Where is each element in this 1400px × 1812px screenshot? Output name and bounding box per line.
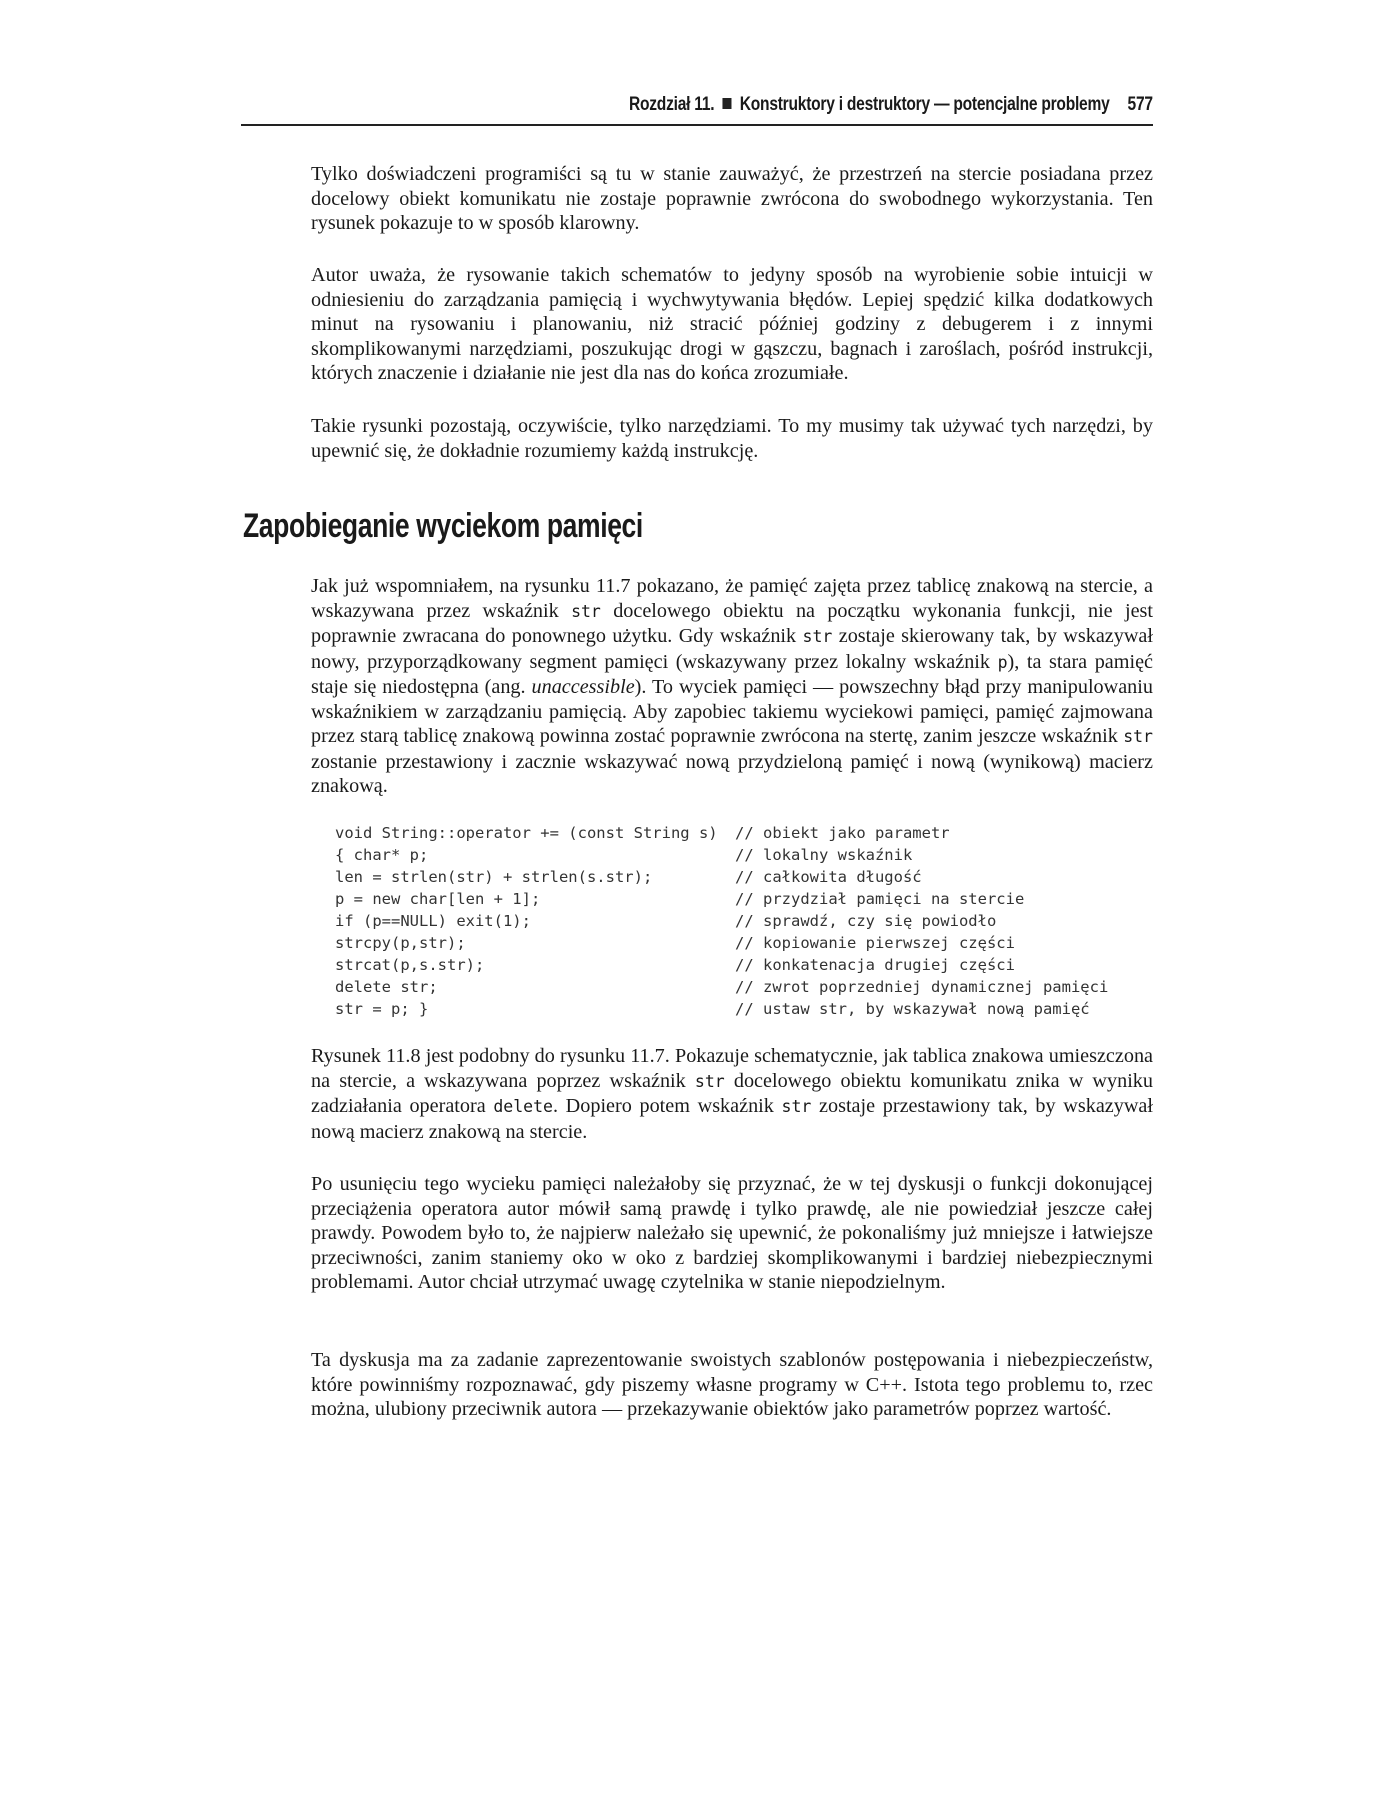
code-comment: // kopiowanie pierwszej części [735,934,1015,952]
code-line [335,954,1135,976]
text-run: ). To wyciek pamięci — powszechny błąd przy manipulowaniu wskaźnikiem w zarządzaniu pamięcią. Aby zapobiec takiemu wyciekowi pamięci, pamięć zajmowana przez starą tablicę znakową powinna zostać poprawnie zwrócona na stertę, zanim jeszcze wskaźnik [311,676,1153,747]
code-comment: // zwrot poprzedniej dynamicznej pamięci [735,978,1109,996]
text-run: docelowego obiektu na początku wykonania funkcji, nie jest poprawnie zwracana do ponownego użytku. Gdy wskaźnik [311,599,1153,647]
code-comment: // obiekt jako parametr [735,824,950,842]
text-run: ), ta stara pamięć staje się niedostępna (ang. [311,650,1153,698]
inline-code: str [694,1071,725,1091]
closing-paragraph-1-block [311,1172,1153,1295]
code-text: strcat(p,s.str); [335,956,485,974]
intro-paragraph-3-block [311,414,1153,463]
inline-code: str [781,1097,812,1116]
code-line [335,976,1135,998]
text-run: Jak już wspomniałem, na rysunku 11.7 pokazano, że pamięć zajęta przez tablicę znakową na stercie, a wskazywana przez wskaźnik [311,575,1153,622]
code-line [335,910,1135,932]
code-line [335,888,1135,910]
closing-paragraph: Po usunięciu tego wycieku pamięci należałoby się przyznać, że w tej dyskusji o funkcji dokonującej przeciążenia operatora autor mówił samą prawdę i tylko prawdę, ale nie powiedział jeszcze całej prawdy. Powodem było to, że najpierw należało się upewnić, że pokonaliśmy już mniejsze i łatwiejsze przeciwności, zanim staniemy oko w oko z bardziej skomplikowanymi i bardziej niebezpiecznymi problemami. Autor chciał utrzymać uwagę czytelnika w stanie niepodzielnym. [311,1173,1153,1293]
text-run: zostanie przestawiony i zacznie wskazywać nową przydzieloną pamięć i nową (wynikową) macierz znakową. [311,750,1153,797]
square-bullet-icon [723,98,732,109]
code-line [335,998,1135,1020]
code-comment: // konkatenacja drugiej części [735,956,1015,974]
leak-paragraph [311,574,1153,799]
code-comment: // ustaw str, by wskazywał nową pamięć [735,1000,1090,1018]
text-run: zostaje przestawiony tak, by wskazywał nową macierz znakową na stercie. [311,1095,1153,1143]
code-comment: // sprawdź, czy się powiodło [735,912,997,930]
inline-code: p [997,652,1008,672]
code-text: { char* p; [335,846,429,864]
code-text: strcpy(p,str); [335,934,466,952]
figure-paragraph [311,1044,1153,1144]
code-listing [335,822,1135,1020]
text-run: zostaje skierowany tak, by wskazywał nowy, przyporządkowany segment pamięci (wskazywany przez lokalny wskaźnik [311,625,1153,673]
intro-paragraph-1-block [311,162,1153,236]
page-number: 577 [1127,94,1153,115]
inline-code: str [571,601,601,621]
inline-code: str [802,627,833,646]
text-run: Rysunek 11.8 jest podobny do rysunku 11.7. Pokazuje schematycznie, jak tablica znakowa umieszczona na stercie, a wskazywana poprzez wskaźnik [311,1045,1153,1092]
code-line [335,932,1135,954]
code-line [335,866,1135,888]
text-run: . Dopiero potem wskaźnik [552,1095,782,1117]
code-line [335,822,1135,844]
code-text: len = strlen(str) + strlen(s.str); [335,868,653,886]
code-comment: // lokalny wskaźnik [735,846,913,864]
closing-paragraph-2-block [311,1348,1153,1422]
code-text: void String::operator += (const String s) [335,824,718,842]
section-heading: Zapobieganie wyciekom pamięci [243,507,643,545]
intro-paragraph-2-block [311,263,1153,386]
closing-paragraph: Ta dyskusja ma za zadanie zaprezentowanie swoistych szablonów postępowania i niebezpieczeństw, które powinniśmy rozpoznawać, gdy piszemy własne programy w C++. Istota tego problemu to, rzec można, ulubiony przeciwnik autora — przekazywanie obiektów jako parametrów poprzez wartość. [311,1349,1153,1420]
chapter-title: Konstruktory i destruktory — potencjalne problemy [739,94,1110,115]
inline-code: str [1123,727,1153,746]
running-header-text [629,94,1153,116]
code-comment: // całkowita długość [735,868,922,886]
code-text: if (p==NULL) exit(1); [335,912,531,930]
running-header [241,94,1153,126]
code-text: p = new char[len + 1]; [335,890,541,908]
inline-code: delete [493,1097,553,1116]
leak-paragraph-block [311,574,1153,799]
chapter-label: Rozdział 11. [629,94,715,115]
italic-term: unaccessible [531,676,635,698]
code-line [335,844,1135,866]
intro-paragraph: Tylko doświadczeni programiści są tu w stanie zauważyć, że przestrzeń na stercie posiadana przez docelowy obiekt komunikatu nie zostaje poprawnie zwrócona do swobodnego wykorzystania. Ten rysunek pokazuje to w sposób klarowny. [311,163,1153,234]
intro-paragraph: Autor uważa, że rysowanie takich schematów to jedyny sposób na wyrobienie sobie intuicji w odniesieniu do zarządzania pamięcią i wychwytywania błędów. Lepiej spędzić kilka dodatkowych minut na rysowaniu i planowaniu, niż stracić później godziny z debugerem i z innymi skomplikowanymi narzędziami, poszukując drogi w gąszczu, bagnach i zaroślach, pośród instrukcji, których znaczenie i działanie nie jest dla nas do końca zrozumiałe. [311,264,1153,384]
figure-paragraph-block [311,1044,1153,1144]
code-text: str = p; } [335,1000,429,1018]
code-text: delete str; [335,978,438,996]
text-run: docelowego obiektu komunikatu znika w wyniku zadziałania operatora [311,1069,1153,1117]
code-comment: // przydział pamięci na stercie [735,890,1025,908]
intro-paragraph: Takie rysunki pozostają, oczywiście, tylko narzędziami. To my musimy tak używać tych narzędzi, by upewnić się, że dokładnie rozumiemy każdą instrukcję. [311,415,1153,462]
